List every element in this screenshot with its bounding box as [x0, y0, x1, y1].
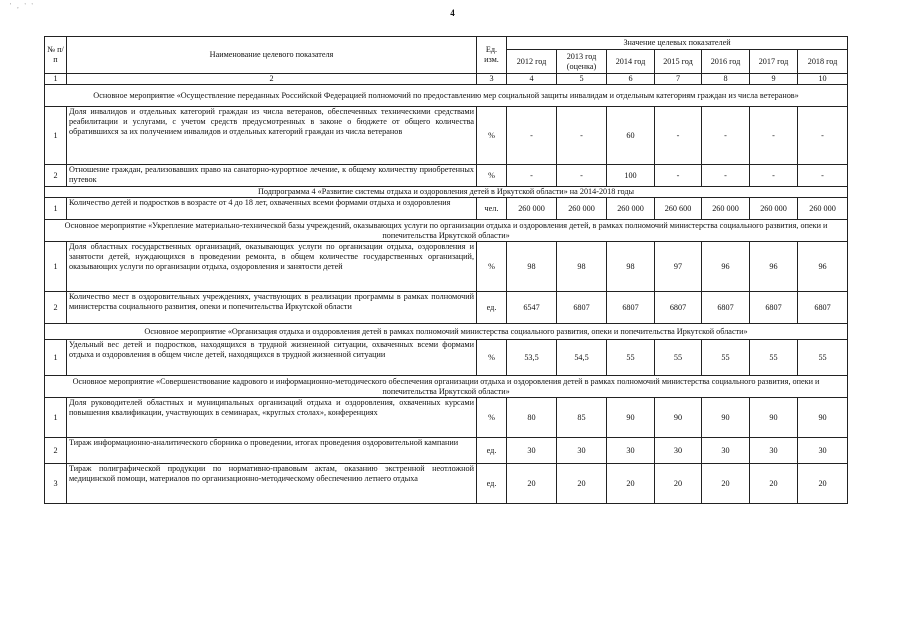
indicator-value: -	[507, 165, 557, 187]
indicator-value: 90	[607, 398, 655, 438]
indicator-value: 6547	[507, 292, 557, 324]
header-num: № п/п	[45, 37, 67, 74]
unit: %	[477, 340, 507, 376]
indicator-value: -	[702, 165, 750, 187]
indicator-value: -	[507, 107, 557, 165]
table-row	[45, 292, 848, 324]
column-number: 5	[557, 74, 607, 85]
indicator-value: 20	[750, 464, 798, 504]
indicator-value: 55	[607, 340, 655, 376]
row-number: 2	[45, 438, 67, 464]
unit: %	[477, 398, 507, 438]
indicator-name: Количество мест в оздоровительных учреждениях, участвующих в реализации программы в рамках полномочий министерства социального развития, опеки и попечительства Иркутской области	[67, 292, 477, 324]
indicator-value: 30	[798, 438, 848, 464]
indicator-name: Доля областных государственных организаций, оказывающих услуги по организации отдыха, оздоровления и занятости детей, нуждающихся в проведении ремонта, в общем количестве государственных организаций, оказывающих услуги по организации отдыха, оздоровления и занятости детей	[67, 242, 477, 292]
indicator-value: 55	[750, 340, 798, 376]
indicator-value: 98	[507, 242, 557, 292]
indicator-name: Отношение граждан, реализовавших право на санаторно-курортное лечение, к общему количеству приобретенных путевок	[67, 165, 477, 187]
indicator-value: 260 000	[750, 198, 798, 220]
indicator-value: 55	[655, 340, 702, 376]
header-year: 2013 год (оценка)	[557, 50, 607, 74]
unit: ед.	[477, 464, 507, 504]
indicator-value: 6807	[798, 292, 848, 324]
indicator-name: Тираж полиграфической продукции по нормативно-правовым актам, оказанию экстренной неотложной медицинской помощи, материалов по организационно-методическому обеспечению летнего отдыха	[67, 464, 477, 504]
section-title: Основное мероприятие «Организация отдыха и оздоровления детей в рамках полномочий министерства социального развития, опеки и попечительства Иркутской области»	[45, 324, 848, 340]
indicator-name: Удельный вес детей и подростков, находящихся в трудной жизненной ситуации, охваченных всеми формами отдыха и оздоровления в общем числе детей, находящихся в трудной жизненной ситуации	[67, 340, 477, 376]
indicator-value: 90	[655, 398, 702, 438]
indicator-value: 6807	[655, 292, 702, 324]
column-number: 8	[702, 74, 750, 85]
table-row	[45, 340, 848, 376]
row-number: 1	[45, 242, 67, 292]
indicator-name: Доля руководителей областных и муниципальных организаций отдыха и оздоровления, охваченных курсами повышения квалификации, участвующих в семинарах, «круглых столах», конференциях	[67, 398, 477, 438]
indicator-value: -	[798, 107, 848, 165]
header-year: 2018 год	[798, 50, 848, 74]
indicator-value: 260 000	[557, 198, 607, 220]
row-number: 2	[45, 165, 67, 187]
indicator-value: 98	[607, 242, 655, 292]
header-year: 2015 год	[655, 50, 702, 74]
indicator-value: -	[750, 165, 798, 187]
indicator-value: 96	[750, 242, 798, 292]
indicator-value: 90	[702, 398, 750, 438]
indicator-value: 6807	[557, 292, 607, 324]
section-title: Подпрограмма 4 «Развитие системы отдыха и оздоровления детей в Иркутской области» на 2014-2018 годы	[45, 187, 848, 198]
header-unit: Ед. изм.	[477, 37, 507, 74]
row-number: 3	[45, 464, 67, 504]
column-number: 2	[67, 74, 477, 85]
indicator-value: 20	[798, 464, 848, 504]
header-values-group: Значение целевых показателей	[507, 37, 848, 50]
table-row	[45, 438, 848, 464]
section-title: Основное мероприятие «Совершенствование кадрового и информационно-методического обеспечения организации отдыха и оздоровления детей в рамках полномочий министерства социального развития, опеки и попечительства Иркутской области»	[45, 376, 848, 398]
indicator-name: Тираж информационно-аналитического сборника о проведении, итогах проведения оздоровительной кампании	[67, 438, 477, 464]
indicator-value: 20	[507, 464, 557, 504]
indicator-value: -	[557, 165, 607, 187]
header-year: 2016 год	[702, 50, 750, 74]
row-number: 2	[45, 292, 67, 324]
indicator-value: 90	[750, 398, 798, 438]
indicator-value: 30	[557, 438, 607, 464]
indicator-value: -	[557, 107, 607, 165]
indicator-value: 90	[798, 398, 848, 438]
table-row	[45, 398, 848, 438]
section-title: Основное мероприятие «Укрепление материально-технической базы учреждений, оказывающих услуги по организации отдыха и оздоровления детей, в рамках полномочий министерства социального развития, опеки и попечительства Иркутской области»	[45, 220, 848, 242]
indicator-value: 260 000	[507, 198, 557, 220]
table-row	[45, 464, 848, 504]
unit: %	[477, 165, 507, 187]
indicator-value: 30	[655, 438, 702, 464]
indicator-value: -	[655, 165, 702, 187]
indicator-value: 260 000	[798, 198, 848, 220]
unit: ед.	[477, 292, 507, 324]
indicator-value: 97	[655, 242, 702, 292]
page-number: 4	[450, 8, 455, 18]
column-number: 10	[798, 74, 848, 85]
table-row	[45, 107, 848, 165]
column-number: 4	[507, 74, 557, 85]
section-title: Основное мероприятие «Осуществление переданных Российской Федерацией полномочий по предоставлению мер социальной защиты инвалидам и отдельным категориям граждан из числа ветеранов»	[45, 85, 848, 107]
column-number: 7	[655, 74, 702, 85]
table-row	[45, 165, 848, 187]
row-number: 1	[45, 340, 67, 376]
column-number: 6	[607, 74, 655, 85]
indicator-name: Количество детей и подростков в возрасте от 4 до 18 лет, охваченных всеми формами отдыха и оздоровления	[67, 198, 477, 220]
unit: %	[477, 242, 507, 292]
indicator-value: 80	[507, 398, 557, 438]
indicator-value: 260 000	[702, 198, 750, 220]
header-year: 2014 год	[607, 50, 655, 74]
indicator-value: 6807	[750, 292, 798, 324]
indicator-value: -	[702, 107, 750, 165]
table-row	[45, 242, 848, 292]
unit: %	[477, 107, 507, 165]
indicator-value: 20	[655, 464, 702, 504]
unit: ед.	[477, 438, 507, 464]
indicator-value: 85	[557, 398, 607, 438]
table-row	[45, 198, 848, 220]
header-name: Наименование целевого показателя	[67, 37, 477, 74]
indicator-value: 20	[557, 464, 607, 504]
indicator-value: 96	[798, 242, 848, 292]
indicator-value: 6807	[607, 292, 655, 324]
indicator-value: 55	[702, 340, 750, 376]
indicator-value: 100	[607, 165, 655, 187]
row-number: 1	[45, 398, 67, 438]
indicator-value: -	[655, 107, 702, 165]
row-number: 1	[45, 107, 67, 165]
indicator-value: 20	[702, 464, 750, 504]
indicator-value: 55	[798, 340, 848, 376]
indicator-value: 54,5	[557, 340, 607, 376]
indicator-value: 30	[507, 438, 557, 464]
column-number: 9	[750, 74, 798, 85]
indicator-value: 30	[702, 438, 750, 464]
indicator-value: 6807	[702, 292, 750, 324]
row-number: 1	[45, 198, 67, 220]
indicator-value: -	[750, 107, 798, 165]
indicator-value: 30	[607, 438, 655, 464]
scan-marks: ' , ' '	[10, 2, 35, 10]
unit: чел.	[477, 198, 507, 220]
indicator-name: Доля инвалидов и отдельных категорий граждан из числа ветеранов, обеспеченных техническими средствами реабилитации и услугами, с учетом средств предусмотренных в законе о бюджете от общего количества обратившихся за их получением инвалидов и отдельных категорий граждан из числа ветеранов	[67, 107, 477, 165]
indicator-value: -	[798, 165, 848, 187]
header-year: 2012 год	[507, 50, 557, 74]
indicator-value: 53,5	[507, 340, 557, 376]
target-indicators-table	[44, 36, 848, 504]
indicator-value: 60	[607, 107, 655, 165]
indicator-value: 98	[557, 242, 607, 292]
header-year: 2017 год	[750, 50, 798, 74]
indicator-value: 260 000	[607, 198, 655, 220]
indicator-value: 260 600	[655, 198, 702, 220]
column-number: 3	[477, 74, 507, 85]
indicator-value: 20	[607, 464, 655, 504]
indicator-value: 96	[702, 242, 750, 292]
column-number: 1	[45, 74, 67, 85]
indicator-value: 30	[750, 438, 798, 464]
